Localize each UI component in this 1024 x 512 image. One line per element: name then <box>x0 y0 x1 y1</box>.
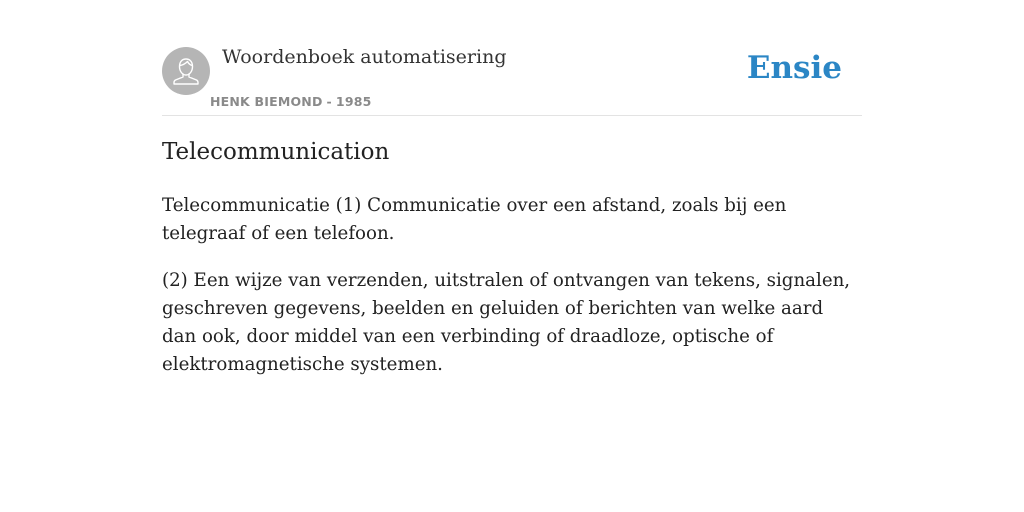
avatar[interactable] <box>162 47 210 95</box>
publication-year: 1985 <box>335 94 372 109</box>
definition-paragraph: (2) Een wijze van verzenden, uitstralen of ontvangen van tekens, signalen, geschreven gegevens, beelden en geluiden of berichten van welke aard dan ook, door middel van een verbinding of draadloze, optische of elektromagnetische systemen. <box>162 270 851 375</box>
user-icon <box>162 47 210 95</box>
meta-separator: - <box>326 94 332 109</box>
dictionary-header <box>162 40 862 116</box>
book-title[interactable]: Woordenboek automatisering <box>222 46 507 68</box>
entry-title: Telecommunication <box>162 139 390 165</box>
ensie-logo[interactable]: Ensie <box>746 50 842 86</box>
entry-definition <box>162 192 862 398</box>
definition-paragraph: Telecommunicatie (1) Communicatie over een afstand, zoals bij een telegraaf of een telefoon. <box>162 195 787 244</box>
author-name[interactable]: HENK BIEMOND <box>210 94 323 109</box>
book-meta <box>210 94 372 109</box>
